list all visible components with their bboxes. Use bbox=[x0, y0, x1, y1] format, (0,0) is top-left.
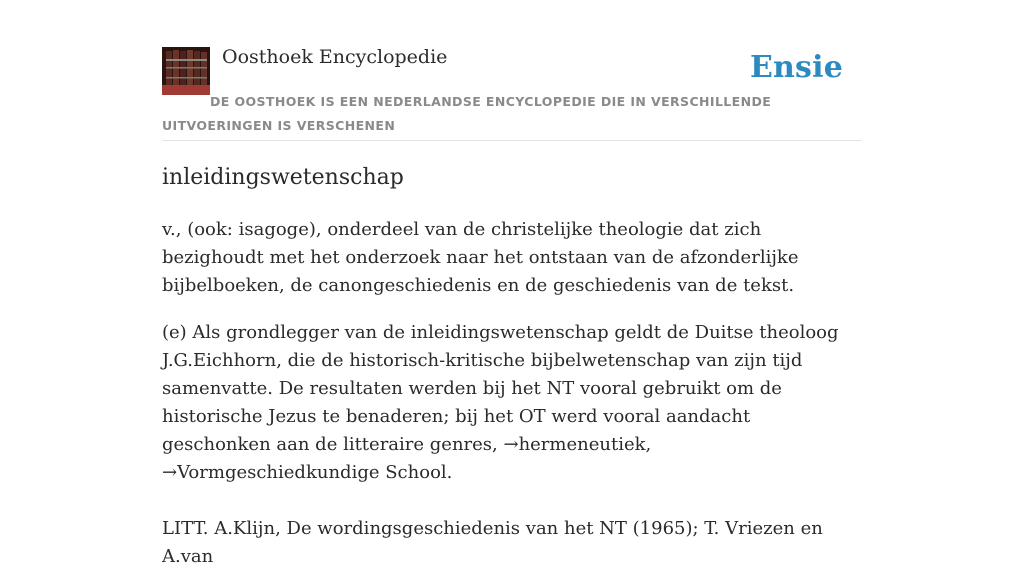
article-paragraph-3: LITT. A.Klijn, De wordingsgeschiedenis van het NT (1965); T. Vriezen en A.van bbox=[162, 518, 823, 567]
paragraph-2-text: (e) Als grondlegger van de inleidingswetenschap geldt de Duitse theoloog J.G.Eichhorn, die de historisch-kritische bijbelwetenschap van zijn tijd samenvatte. De resultaten werden bij het NT vooral gebruikt om de historische Jezus te benaderen; bij het OT werd vooral aandacht geschonken aan de litteraire genres, bbox=[162, 322, 839, 455]
paragraph-2-end: . bbox=[446, 462, 453, 483]
article-paragraph-2 bbox=[162, 319, 862, 487]
site-tagline: DE OOSTHOEK IS EEN NEDERLANDSE ENCYCLOPEDIE DIE IN VERSCHILLENDE UITVOERINGEN IS VERSCHENEN bbox=[162, 94, 772, 133]
site-name[interactable]: Oosthoek Encyclopedie bbox=[222, 46, 448, 68]
link-vormgeschiedkundige-school[interactable]: →Vormgeschiedkundige School bbox=[162, 462, 447, 483]
site-header bbox=[162, 0, 862, 141]
article-paragraph-1: v., (ook: isagoge), onderdeel van de christelijke theologie dat zich bezighoudt met het onderzoek naar het ontstaan van de afzonderlijke bijbelboeken, de canongeschiedenis en de geschiedenis van de tekst. bbox=[162, 219, 799, 296]
link-separator: , bbox=[645, 434, 652, 455]
article-title: inleidingswetenschap bbox=[162, 165, 404, 190]
encyclopedia-books-icon bbox=[162, 47, 210, 95]
article bbox=[162, 160, 862, 571]
brand-logo[interactable]: Ensie bbox=[749, 50, 843, 85]
avatar[interactable] bbox=[162, 47, 210, 95]
link-hermeneutiek[interactable]: →hermeneutiek bbox=[503, 434, 646, 455]
